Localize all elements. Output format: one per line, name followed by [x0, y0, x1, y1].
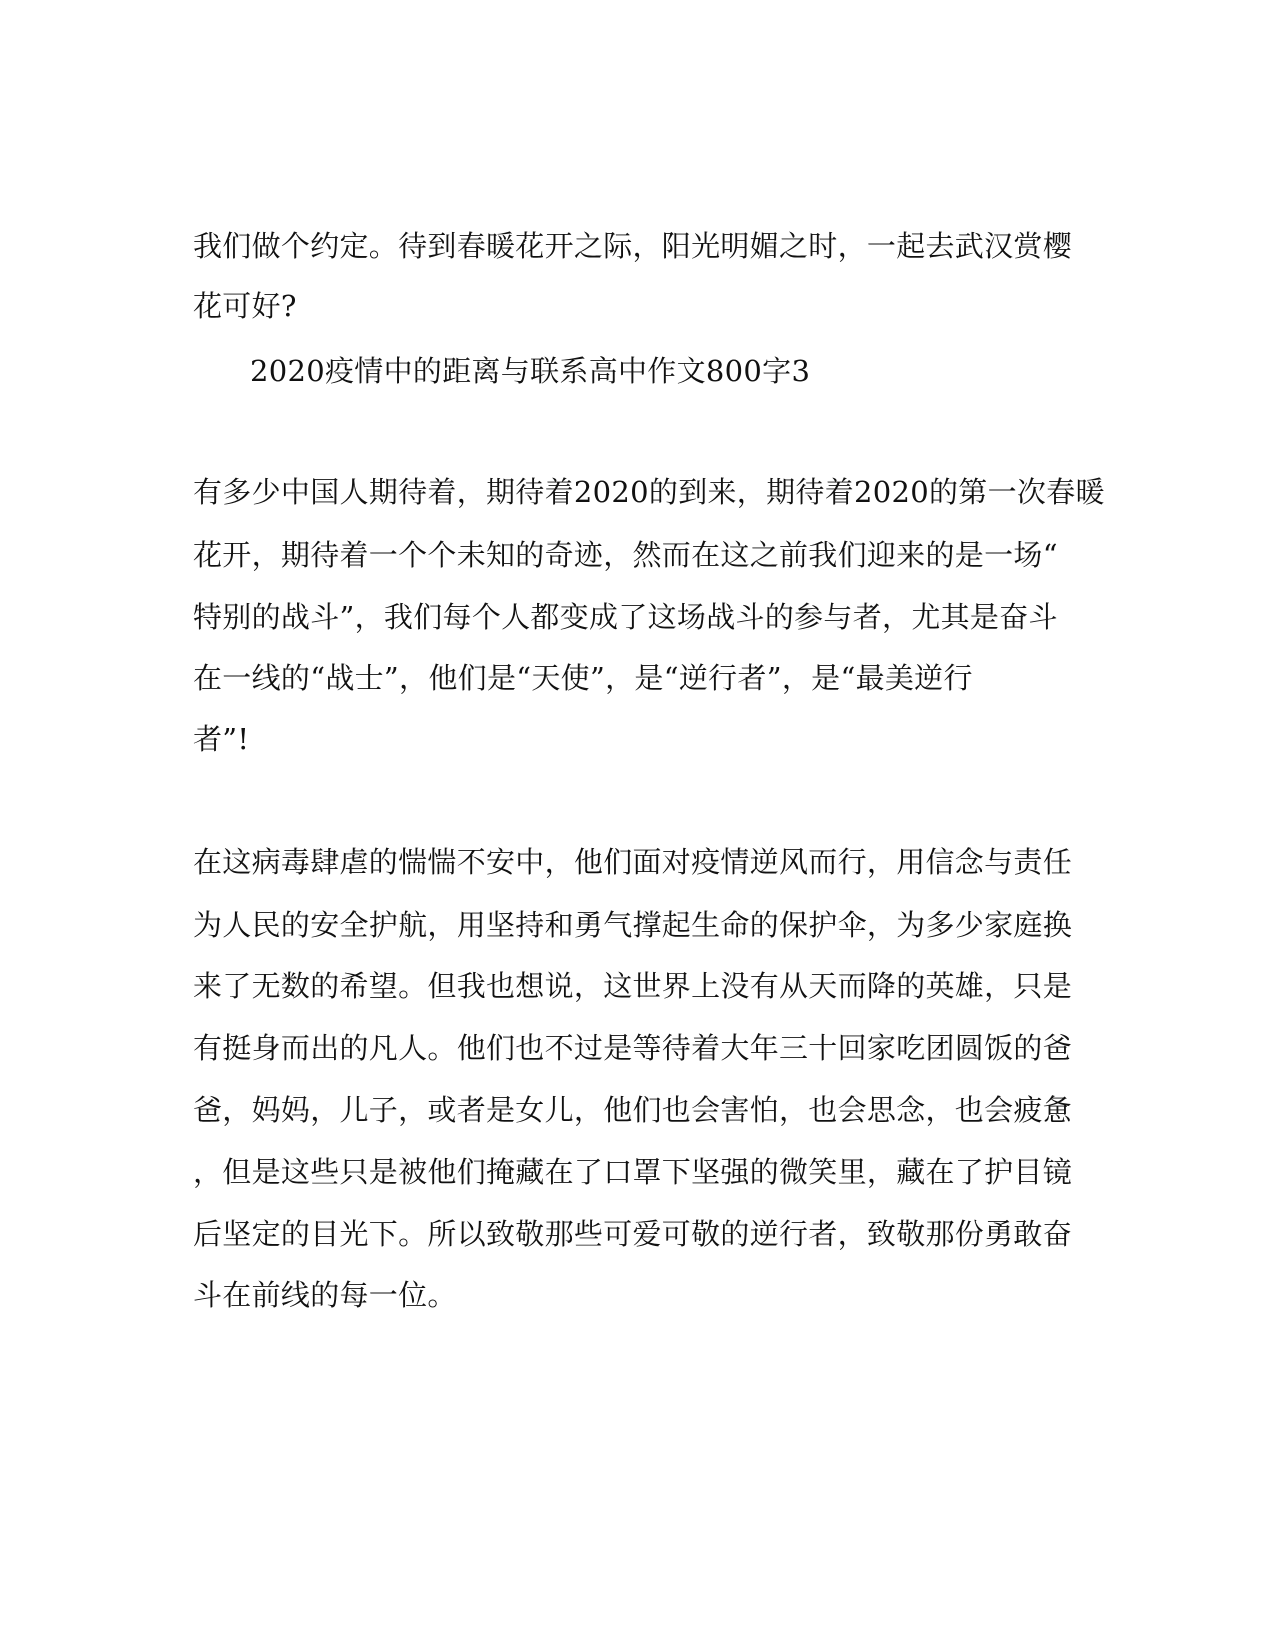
- paragraph-3-line-4: 在一线的“战士”，他们是“天使”，是“逆行者”，是“最美逆行: [193, 661, 973, 695]
- paragraph-4-line-7: 后坚定的目光下。所以致敬那些可爱可敬的逆行者，致敬那份勇敢奋: [193, 1217, 1073, 1251]
- paragraph-4-line-2: 为人民的安全护航，用坚持和勇气撑起生命的保护伞，为多少家庭换: [193, 908, 1073, 942]
- paragraph-4-line-6: ，但是这些只是被他们掩藏在了口罩下坚强的微笑里，藏在了护目镜: [193, 1155, 1073, 1189]
- paragraph-4-line-8: 斗在前线的每一位。: [193, 1278, 457, 1312]
- paragraph-4-line-5: 爸，妈妈，儿子，或者是女儿，他们也会害怕，也会思念，也会疲惫: [193, 1093, 1073, 1127]
- paragraph-1-line-2: 花可好?: [193, 289, 297, 323]
- paragraph-4-line-4: 有挺身而出的凡人。他们也不过是等待着大年三十回家吃团圆饭的爸: [193, 1031, 1073, 1065]
- paragraph-3-line-5: 者”!: [193, 722, 250, 756]
- paragraph-4-line-3: 来了无数的希望。但我也想说，这世界上没有从天而降的英雄，只是: [193, 969, 1073, 1003]
- paragraph-3-line-2: 花开，期待着一个个未知的奇迹，然而在这之前我们迎来的是一场“: [193, 538, 1058, 572]
- paragraph-4-line-1: 在这病毒肆虐的惴惴不安中，他们面对疫情逆风而行，用信念与责任: [193, 845, 1073, 879]
- paragraph-1-line-1: 我们做个约定。待到春暖花开之际，阳光明媚之时，一起去武汉赏樱: [193, 229, 1073, 263]
- paragraph-3-line-1: 有多少中国人期待着，期待着2020的到来，期待着2020的第一次春暖: [193, 475, 1105, 509]
- section-heading: 2020疫情中的距离与联系高中作文800字3: [250, 354, 811, 388]
- paragraph-3-line-3: 特别的战斗”，我们每个人都变成了这场战斗的参与者，尤其是奋斗: [193, 600, 1058, 634]
